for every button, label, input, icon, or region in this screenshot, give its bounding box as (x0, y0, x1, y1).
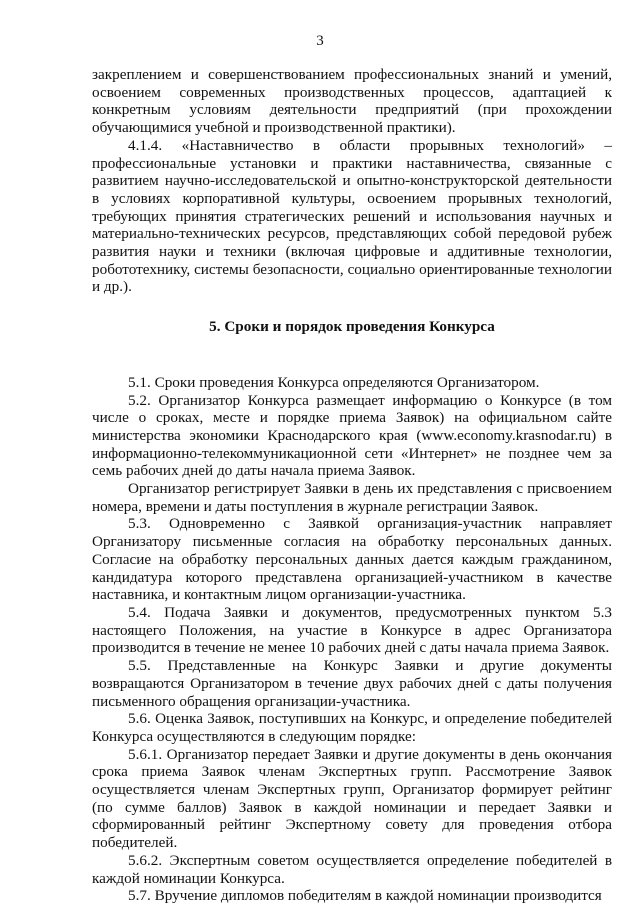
paragraph: 5.6. Оценка Заявок, поступивших на Конкурс, и определение победителей Конкурса осуществляются в следующим порядке: (92, 710, 612, 745)
paragraph: Организатор регистрирует Заявки в день их представления с присвоением номера, времени и даты поступления в журнале регистрации Заявок. (92, 480, 612, 515)
paragraph: 5.6.2. Экспертным советом осуществляется определение победителей в каждой номинации Конкурса. (92, 851, 612, 887)
page-number: 3 (316, 33, 324, 49)
paragraph: 4.1.4. «Наставничество в области прорывных технологий» – профессиональные установки и практики наставничества, связанные с развитием научно-исследовательской и опытно-конструкторской деятельности в условиях корпоративной культуры, освоением прорывных технологий, требующих принятия стратегических решений и использования научных и материально-технических ресурсов, представляющих собой передовой рубеж развития науки и техники (включая цифровые и аддитивные технологии, робототехнику, системы безопасности, социально ориентированные технологии и др.). (92, 136, 612, 296)
paragraph: 5.7. Вручение дипломов победителям в каждой номинации производится (128, 887, 602, 905)
paragraph: 5.6.1. Организатор передает Заявки и другие документы в день окончания срока приема Заявок членам Экспертных групп. Рассмотрение Заявок осуществляется членам Экспертных групп, Организатор формирует рейтинг (по сумме баллов) Заявок в каждой номинации и передает Заявки и сформированный рейтинг Экспертному совету для проведения отбора победителей. (92, 745, 612, 852)
section-title: 5. Сроки и порядок проведения Конкурса (209, 318, 495, 336)
paragraph: 5.2. Организатор Конкурса размещает информацию о Конкурсе (в том числе о сроках, месте и порядке приема Заявок) на официальном сайте министерства экономики Краснодарского края (www.economy.krasnodar.ru) в информационно-телекоммуникационной сети «Интернет» не позднее чем за семь рабочих дней до даты начала приема Заявок. (92, 391, 612, 480)
document-body (92, 66, 612, 905)
paragraph: 5.4. Подача Заявки и документов, предусмотренных пунктом 5.3 настоящего Положения, на участие в Конкурсе в адрес Организатора производится в течение не менее 10 рабочих дней с даты начала приема Заявок. (92, 603, 612, 657)
paragraph: 5.3. Одновременно с Заявкой организация-участник направляет Организатору письменные согласия на обработку персональных данных. Согласие на обработку персональных данных дается каждым гражданином, кандидатура которого представлена организацией-участником в качестве наставника, и контактным лицом организации-участника. (92, 515, 612, 604)
paragraph: 5.5. Представленные на Конкурс Заявки и другие документы возвращаются Организатором в течение двух рабочих дней с даты получения письменного обращения организации-участника. (92, 657, 612, 710)
paragraph: 5.1. Сроки проведения Конкурса определяются Организатором. (128, 373, 540, 391)
paragraph: закреплением и совершенствованием профессиональных знаний и умений, освоением современных производственных процессов, адаптацией к конкретным условиям деятельности предприятий (при прохождении обучающимися учебной и производственной практики). (92, 66, 612, 137)
